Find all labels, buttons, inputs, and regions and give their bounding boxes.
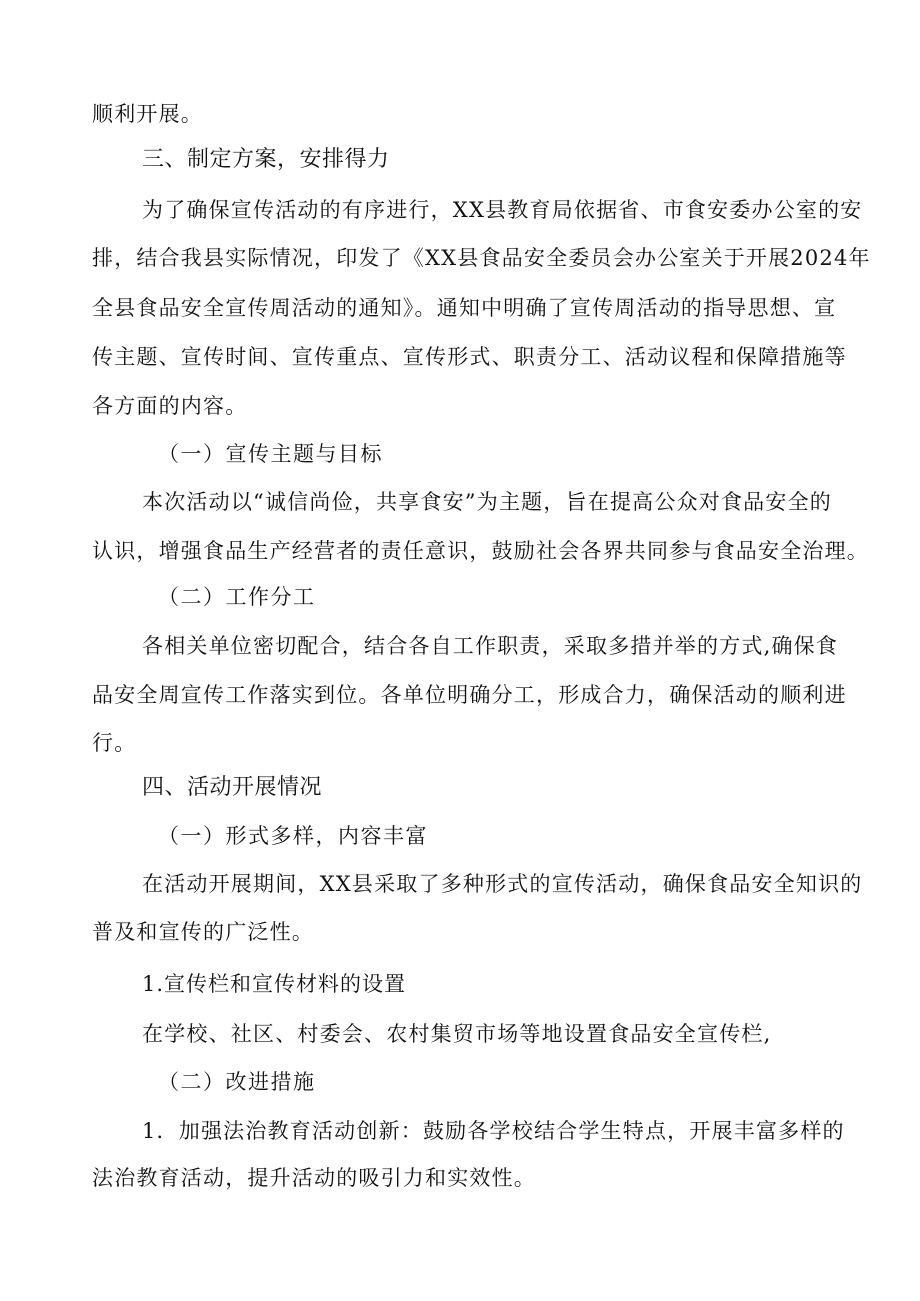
paragraph-line: 认识，增强食品生产经营者的责任意识，鼓励社会各界共同参与食品安全治理。	[92, 539, 869, 563]
paragraph-line: 各方面的内容。	[92, 394, 248, 418]
section-heading-4: 四、活动开展情况	[142, 775, 323, 800]
numbered-item: 1．加强法治教育活动创新：鼓励各学校结合学生特点，开展丰富多样的	[142, 1119, 845, 1143]
paragraph-line: 传主题、宣传时间、宣传重点、宣传形式、职责分工、活动议程和保障措施等	[92, 345, 847, 369]
paragraph-line: 在学校、社区、村委会、农村集贸市场等地设置食品安全宣传栏,	[142, 1022, 772, 1046]
subheading-2: （二）改进措施	[158, 1070, 316, 1094]
paragraph-line: 品安全周宣传工作落实到位。各单位明确分工，形成合力，确保活动的顺利进	[92, 683, 847, 707]
paragraph-line: 普及和宣传的广泛性。	[92, 920, 314, 944]
paragraph-line: 本次活动以“诚信尚俭，共享食安”为主题，旨在提高公众对食品安全的	[142, 490, 832, 514]
paragraph-continuation: 顺利开展。	[92, 102, 203, 126]
section-heading-3: 三、制定方案，安排得力	[142, 147, 390, 172]
paragraph-line: 为了确保宣传活动的有序进行，XX县教育局依据省、市食安委办公室的安	[142, 198, 863, 222]
paragraph-line: 各相关单位密切配合，结合各自工作职责，采取多措并举的方式,确保食	[142, 634, 839, 658]
paragraph-line: 在活动开展期间，XX县采取了多种形式的宣传活动，确保食品安全知识的	[142, 872, 863, 896]
numbered-item-heading: 1.宣传栏和宣传材料的设置	[142, 972, 407, 996]
paragraph-line: 排，结合我县实际情况，印发了《XX县食品安全委员会办公室关于开展2024年	[92, 246, 871, 270]
subheading-2: （二）工作分工	[158, 585, 316, 609]
subheading-1: （一）宣传主题与目标	[158, 442, 383, 466]
subheading-1: （一）形式多样，内容丰富	[158, 824, 428, 848]
paragraph-line: 全县食品安全宣传周活动的通知》。通知中明确了宣传周活动的指导思想、宣	[92, 296, 837, 320]
paragraph-line: 行。	[92, 731, 137, 755]
paragraph-line: 法治教育活动，提升活动的吸引力和实效性。	[92, 1166, 536, 1190]
